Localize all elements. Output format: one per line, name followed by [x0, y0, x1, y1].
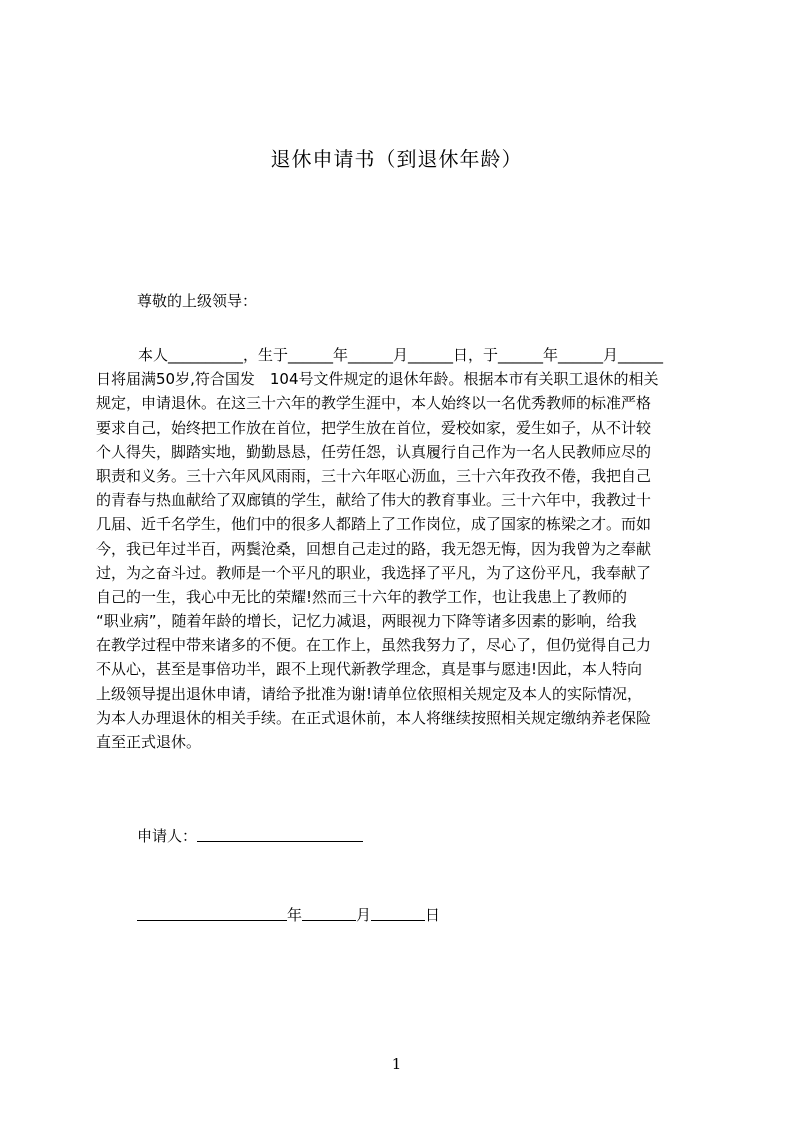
body-line: 日将届满50岁,符合国发 104号文件规定的退休年龄。根据本市有关职工退休的相关: [96, 370, 659, 389]
applicant-signature: [137, 825, 363, 846]
body-paragraph: [96, 343, 698, 795]
page-title: 退休申请书（到退休年龄）: [270, 147, 523, 171]
month-blank[interactable]: [302, 906, 356, 921]
body-line: 本人__________，生于______年______月______日，于______年______月______: [138, 346, 664, 364]
body-line: “职业病”，随着年龄的增长，记忆力减退，两眼视力下降等诸多因素的影响，给我: [96, 612, 637, 631]
body-line: 的青春与热血献给了双廊镇的学生，献给了伟大的教育事业。三十六年中，我教过十: [96, 491, 652, 510]
body-line: 今，我已年过半百，两鬓沧桑，回想自己走过的路，我无怨无悔，因为我曾为之奉献: [96, 539, 652, 558]
body-line: 规定，申请退休。在这三十六年的教学生涯中，本人始终以一名优秀教师的标准严格: [96, 394, 652, 413]
body-line: 几届、近千名学生，他们中的很多人都踏上了工作岗位，成了国家的栋梁之才。而如: [96, 515, 652, 534]
body-line: 在教学过程中带来诸多的不便。在工作上，虽然我努力了，尽心了，但仍觉得自己力: [96, 636, 652, 655]
body-line: 自己的一生，我心中无比的荣耀!然而三十六年的教学工作，也让我患上了教师的: [96, 587, 628, 606]
year-label: 年: [287, 906, 303, 924]
body-line: 为本人办理退休的相关手续。在正式退休前，本人将继续按照相关规定缴纳养老保险: [96, 708, 652, 727]
day-label: 日: [425, 906, 441, 924]
day-blank[interactable]: [371, 906, 425, 921]
body-line: 职责和义务。三十六年风风雨雨，三十六年呕心沥血，三十六年孜孜不倦，我把自己: [96, 466, 652, 485]
salutation: 尊敬的上级领导：: [137, 292, 258, 310]
signature-date: [137, 904, 440, 925]
body-line: 不从心，甚至是事倍功半，跟不上现代新教学理念，真是事与愿违!因此，本人特向: [96, 660, 643, 679]
applicant-label: 申请人：: [137, 827, 198, 845]
applicant-signature-blank[interactable]: [197, 827, 363, 842]
month-label: 月: [356, 906, 372, 924]
page-number: 1: [391, 1055, 402, 1073]
year-blank[interactable]: [137, 906, 287, 921]
body-line: 直至正式退休。: [96, 733, 202, 751]
body-line: 过，为之奋斗过。教师是一个平凡的职业，我选择了平凡，为了这份平凡，我奉献了: [96, 563, 652, 582]
body-line: 个人得失，脚踏实地，勤勤恳恳，任劳任怨，认真履行自己作为一名人民教师应尽的: [96, 442, 652, 461]
body-line: 上级领导提出退休申请，请给予批准为谢!请单位依照相关规定及本人的实际情况，: [96, 684, 643, 703]
body-line: 要求自己，始终把工作放在首位，把学生放在首位，爱校如家，爱生如子，从不计较: [96, 418, 652, 437]
